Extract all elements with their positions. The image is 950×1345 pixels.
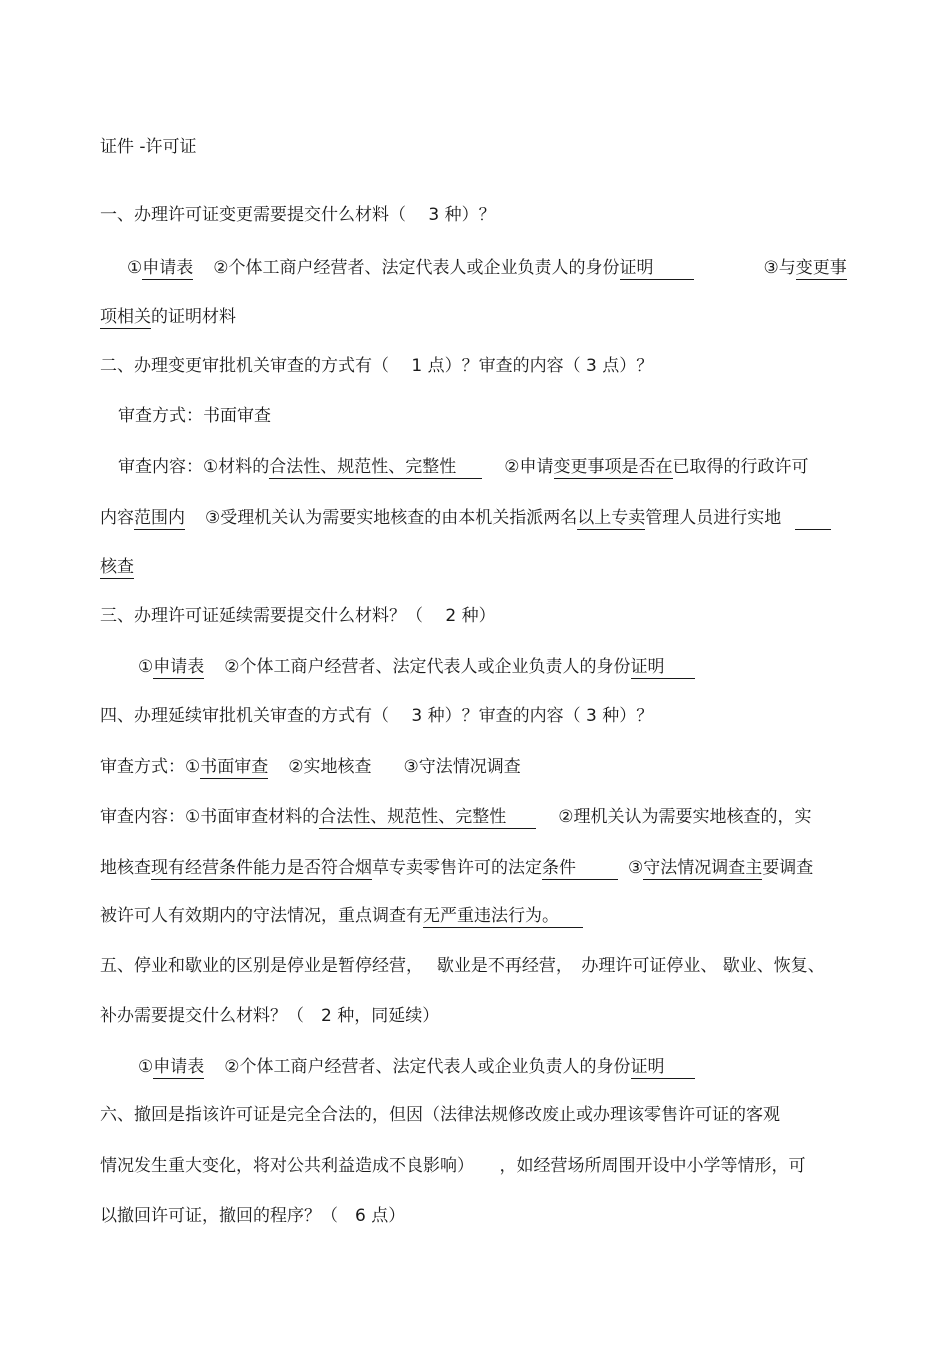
- question-5-line-2: 补办需要提交什么材料？（ 2 种，同延续）: [100, 1006, 440, 1026]
- q4-m2: 实地核查: [303, 757, 372, 777]
- q3-a1: 申请表: [153, 657, 205, 677]
- q2-c2-mid: 已取得的行政许可: [672, 457, 809, 477]
- q4-c3-post: 要调查: [762, 858, 814, 878]
- question-3: 三、办理许可证延续需要提交什么材料？（ 2 种）: [100, 606, 496, 626]
- question-2: 二、办理变更审批机关审查的方式有（ 1 点）？审查的内容（ 3 点）？: [100, 356, 654, 376]
- question-6-line-3: 以撤回许可证，撤回的程序？（ 6 点）: [100, 1206, 406, 1226]
- q4-c3-underlined: 守法情况调查主: [643, 858, 763, 878]
- q4-method-line: [100, 756, 521, 778]
- q2-c3: 受理机关认为需要实地核查的由本机关指派两名: [220, 508, 578, 528]
- q2-c2: 申请: [519, 457, 554, 477]
- q2-c1-underlined: 合法性、规范性、完整性: [269, 457, 457, 477]
- q4-content-line-3: [100, 905, 583, 928]
- q2-c2-underlined: 变更事项是否在: [553, 457, 673, 477]
- q4-m1: 书面审查: [200, 757, 269, 777]
- q1-a3-cont: 的证明材料: [151, 307, 236, 327]
- q1-a1-number: ①: [127, 258, 143, 278]
- q5-a2-underlined: 证明: [630, 1057, 665, 1077]
- q4-method-label: 审查方式：: [100, 757, 185, 777]
- q2-method: 审查方式：书面审查: [118, 406, 271, 426]
- q2-content-line-3: [100, 556, 134, 578]
- q1-a1: 申请表: [142, 258, 194, 278]
- q4-c2-cont-mid: 草专卖零售许可的法定: [372, 858, 542, 878]
- q4-content-line-2: [100, 857, 813, 880]
- q3-answer-line: [138, 656, 695, 679]
- q5-a1: 申请表: [153, 1057, 205, 1077]
- question-6-line-1: 六、撤回是指该许可证是完全合法的，但因（法律法规修改废止或办理该零售许可证的客观: [100, 1105, 780, 1125]
- q5-answer-line: [138, 1056, 695, 1079]
- q2-c2-number: ②: [504, 457, 520, 477]
- q2-c3-cont-underlined: 核查: [100, 557, 134, 577]
- q4-c2-number: ②: [558, 807, 574, 827]
- q4-m2-number: ②: [288, 757, 304, 777]
- q5-a1-number: ①: [138, 1057, 154, 1077]
- question-1: 一、办理许可证变更需要提交什么材料（ 3 种）？: [100, 205, 496, 225]
- q4-m3: 守法情况调查: [418, 757, 521, 777]
- q2-c2-cont-underlined: 范围内: [134, 508, 185, 528]
- q5-a2-number: ②: [224, 1057, 240, 1077]
- q4-c1: 书面审查材料的: [200, 807, 320, 827]
- q2-c1: 材料的: [218, 457, 270, 477]
- q4-m3-number: ③: [403, 757, 419, 777]
- q2-c2-cont: 内容: [100, 508, 134, 528]
- q1-a3-underlined: 变更事: [795, 258, 847, 278]
- q3-a2: 个体工商户经营者、法定代表人或企业负责人的身份: [239, 657, 631, 677]
- q1-answer-cont: [100, 306, 236, 328]
- q3-a2-number: ②: [224, 657, 240, 677]
- q4-c1-underlined: 合法性、规范性、完整性: [319, 807, 507, 827]
- doc-title: 证件 -许可证: [100, 137, 197, 157]
- q1-a3: 与: [778, 258, 796, 278]
- q4-content-line: [100, 806, 812, 829]
- q4-c3-number: ③: [628, 858, 644, 878]
- q3-a2-underlined: 证明: [630, 657, 665, 677]
- question-6-line-2: 情况发生重大变化，将对公共利益造成不良影响） ，如经营场所周围开设中小学等情形，可: [100, 1156, 806, 1176]
- question-5-line-1: 五、停业和歇业的区别是停业是暂停经营， 歇业是不再经营， 办理许可证停业、 歇业、恢复、: [100, 956, 825, 976]
- q2-c1-number: ①: [203, 457, 219, 477]
- q3-a1-number: ①: [138, 657, 154, 677]
- q4-c2-cont-underlined-2: 条件: [542, 858, 576, 878]
- q4-c3-cont: 被许可人有效期内的守法情况，重点调查有: [100, 906, 423, 926]
- q2-c3-mid: 管理人员进行实地: [645, 508, 782, 528]
- q2-content-line: [118, 456, 809, 479]
- q1-a2-number: ②: [213, 258, 229, 278]
- q4-c2-cont: 地核查: [100, 858, 151, 878]
- q4-content-label: 审查内容：: [100, 807, 185, 827]
- q1-a2-underlined: 证明: [619, 258, 654, 278]
- q4-c2: 理机关认为需要实地核查的，实: [573, 807, 812, 827]
- q4-c3-cont-underlined: 无严重违法行为。: [423, 906, 559, 926]
- q1-a3-cont-underlined: 项相关: [100, 307, 151, 327]
- q1-answer-line: [127, 257, 847, 280]
- q4-c1-number: ①: [185, 807, 201, 827]
- q2-c3-underlined: 以上专卖: [577, 508, 646, 528]
- q1-a2: 个体工商户经营者、法定代表人或企业负责人的身份: [228, 258, 620, 278]
- q2-content-line-2: [100, 507, 831, 530]
- q4-c2-cont-underlined: 现有经营条件能力是否符合烟: [151, 858, 372, 878]
- q4-m1-number: ①: [185, 757, 201, 777]
- question-4: 四、办理延续审批机关审查的方式有（ 3 种）？审查的内容（ 3 种）？: [100, 706, 654, 726]
- q1-a3-number: ③: [763, 258, 779, 278]
- q2-c3-number: ③: [205, 508, 221, 528]
- q2-content-label: 审查内容：: [118, 457, 203, 477]
- q5-a2: 个体工商户经营者、法定代表人或企业负责人的身份: [239, 1057, 631, 1077]
